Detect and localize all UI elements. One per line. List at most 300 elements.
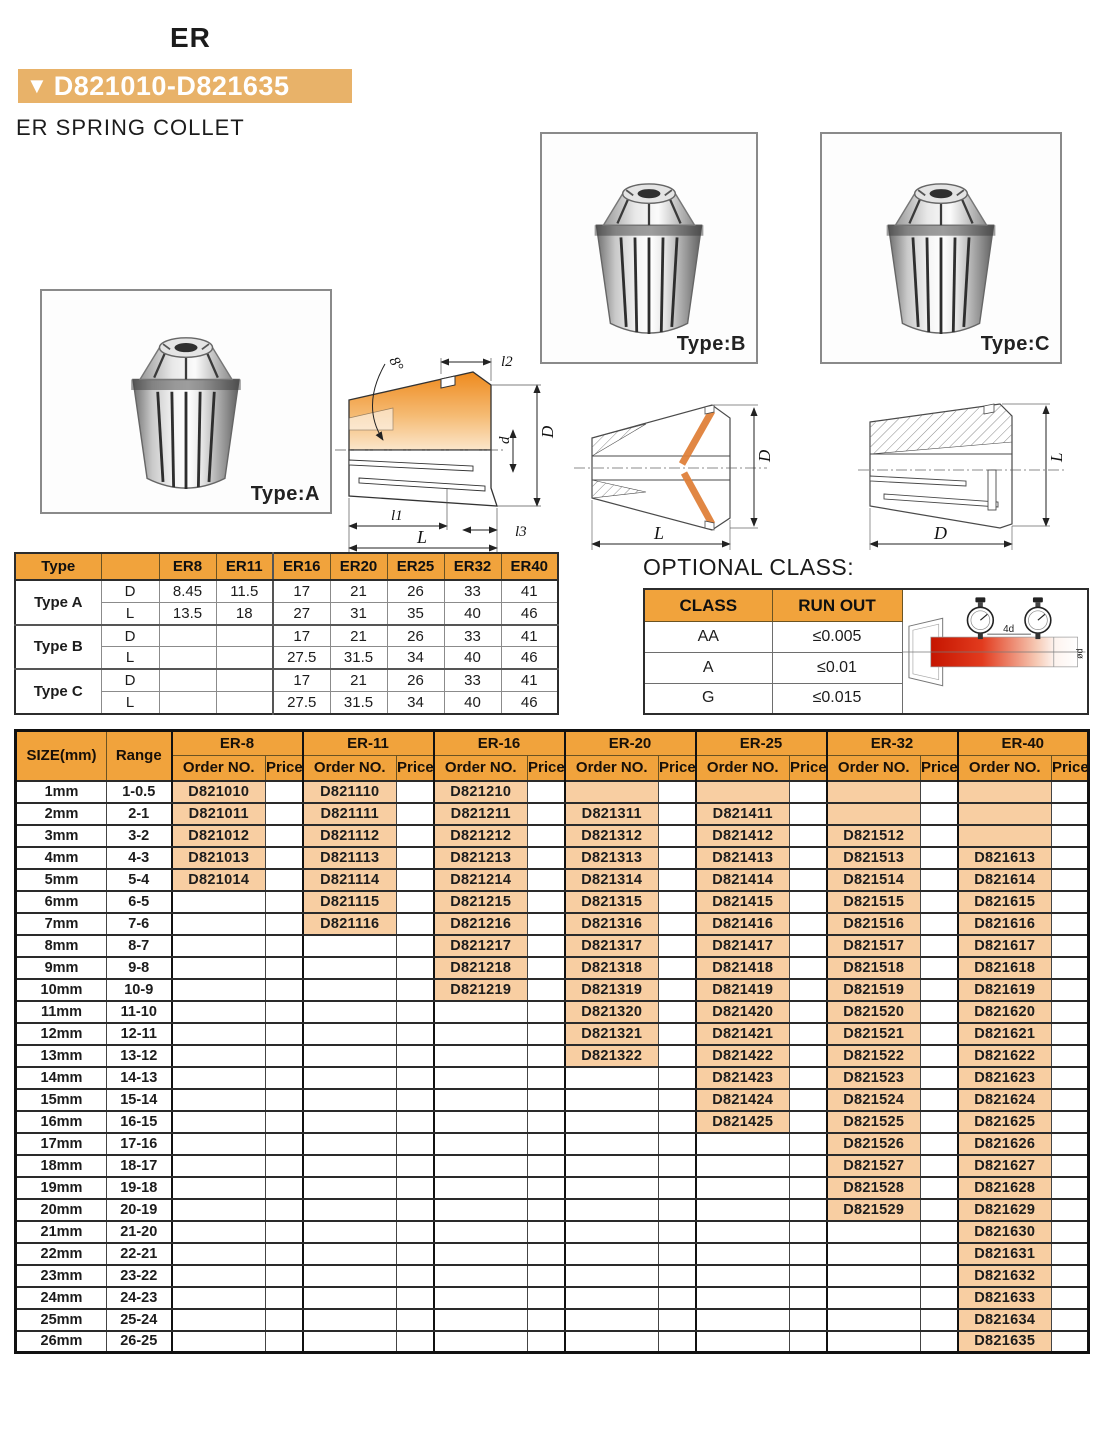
order-cell: D821514 (827, 869, 921, 891)
range-cell: 26-25 (107, 1331, 172, 1353)
dim-value-cell: 46 (501, 692, 558, 714)
price-cell (528, 935, 565, 957)
range-cell: 7-6 (107, 913, 172, 935)
order-no-header: Order NO. (827, 756, 921, 781)
order-cell: D821212 (434, 825, 528, 847)
price-cell (266, 847, 303, 869)
order-cell (172, 1221, 266, 1243)
runout-header: RUN OUT (772, 589, 902, 622)
price-cell (1052, 803, 1089, 825)
price-cell (266, 935, 303, 957)
order-cell (827, 1287, 921, 1309)
dim-type-cell: Type A (15, 580, 101, 625)
order-cell (172, 979, 266, 1001)
order-cell (434, 1265, 528, 1287)
price-cell (921, 1067, 958, 1089)
order-cell: D821625 (958, 1111, 1052, 1133)
order-cell: D821635 (958, 1331, 1052, 1353)
table-row (16, 869, 1089, 891)
order-cell (434, 1155, 528, 1177)
price-cell (528, 781, 565, 803)
order-cell (434, 1067, 528, 1089)
order-cell (172, 1089, 266, 1111)
order-cell: D821517 (827, 935, 921, 957)
order-cell (172, 1243, 266, 1265)
range-cell: 3-2 (107, 825, 172, 847)
order-cell (303, 1331, 397, 1353)
price-cell (266, 1177, 303, 1199)
order-cell: D821630 (958, 1221, 1052, 1243)
price-cell (921, 979, 958, 1001)
price-cell (528, 957, 565, 979)
order-cell: D821623 (958, 1067, 1052, 1089)
dial-indicator-icon (967, 597, 993, 639)
price-header: Price (528, 756, 565, 781)
order-cell: D821527 (827, 1155, 921, 1177)
order-cell (696, 781, 790, 803)
price-cell (266, 1309, 303, 1331)
table-row (16, 1111, 1089, 1133)
price-cell (1052, 1111, 1089, 1133)
price-cell (397, 913, 434, 935)
order-cell (565, 1199, 659, 1221)
dim-l1-label: l1 (391, 508, 403, 524)
figure-area (0, 22, 1097, 578)
price-cell (266, 1089, 303, 1111)
range-cell: 9-8 (107, 957, 172, 979)
dim-value-cell (159, 625, 216, 647)
price-cell (659, 957, 696, 979)
price-cell (659, 1287, 696, 1309)
range-cell: 5-4 (107, 869, 172, 891)
order-cell (434, 1309, 528, 1331)
dim-col-header: ER32 (444, 553, 501, 580)
price-cell (790, 1177, 827, 1199)
price-cell (1052, 935, 1089, 957)
price-cell (1052, 913, 1089, 935)
price-cell (528, 1309, 565, 1331)
dim-value-cell: 8.45 (159, 580, 216, 602)
dim-label-cell: D (101, 580, 159, 602)
price-cell (1052, 1067, 1089, 1089)
price-cell (921, 825, 958, 847)
er-group-header: ER-25 (696, 731, 827, 756)
size-cell: 17mm (16, 1133, 107, 1155)
order-cell: D821524 (827, 1089, 921, 1111)
dim-col-header: ER25 (387, 553, 444, 580)
order-cell: D821616 (958, 913, 1052, 935)
price-cell (659, 803, 696, 825)
order-cell (696, 1199, 790, 1221)
dial-indicator-icon (1025, 597, 1051, 639)
runout-value: ≤0.005 (772, 622, 902, 653)
table-row (16, 1177, 1089, 1199)
order-cell: D821526 (827, 1133, 921, 1155)
order-cell: D821416 (696, 913, 790, 935)
price-cell (1052, 1133, 1089, 1155)
order-cell: D821422 (696, 1045, 790, 1067)
price-cell (790, 825, 827, 847)
order-cell (696, 1243, 790, 1265)
class-header: CLASS (644, 589, 772, 622)
order-cell: D821515 (827, 891, 921, 913)
order-cell: D821518 (827, 957, 921, 979)
order-cell: D821634 (958, 1309, 1052, 1331)
price-cell (397, 1177, 434, 1199)
order-cell: D821424 (696, 1089, 790, 1111)
dim-angle-label: 8° (385, 354, 406, 374)
price-cell (266, 1133, 303, 1155)
price-cell (528, 1287, 565, 1309)
price-cell (397, 1265, 434, 1287)
price-cell (921, 781, 958, 803)
order-cell (303, 1221, 397, 1243)
dim-value-cell (216, 647, 273, 669)
dim-value-cell: 31.5 (330, 692, 387, 714)
dim-col-header: ER8 (159, 553, 216, 580)
price-cell (397, 869, 434, 891)
size-cell: 21mm (16, 1221, 107, 1243)
order-no-header: Order NO. (696, 756, 790, 781)
order-cell (565, 1155, 659, 1177)
price-cell (790, 1265, 827, 1287)
price-cell (397, 1045, 434, 1067)
dim-col-header: ER11 (216, 553, 273, 580)
price-cell (397, 1001, 434, 1023)
size-cell: 16mm (16, 1111, 107, 1133)
order-cell: D821513 (827, 847, 921, 869)
dim-value-cell (216, 692, 273, 714)
price-cell (528, 913, 565, 935)
order-cell (565, 1133, 659, 1155)
size-cell: 22mm (16, 1243, 107, 1265)
price-cell (921, 1133, 958, 1155)
order-cell: D821629 (958, 1199, 1052, 1221)
price-header: Price (266, 756, 303, 781)
price-cell (790, 1243, 827, 1265)
order-cell: D821213 (434, 847, 528, 869)
runout-diagram (902, 589, 1088, 714)
price-cell (1052, 1089, 1089, 1111)
price-cell (397, 1133, 434, 1155)
price-cell (528, 979, 565, 1001)
order-cell: D821110 (303, 781, 397, 803)
price-cell (528, 1177, 565, 1199)
price-cell (528, 1331, 565, 1353)
price-cell (790, 869, 827, 891)
order-cell: D821011 (172, 803, 266, 825)
price-header: Price (790, 756, 827, 781)
collet-photo-type-a (40, 289, 332, 514)
order-cell (827, 1331, 921, 1353)
price-cell (1052, 1309, 1089, 1331)
price-header: Price (921, 756, 958, 781)
range-cell: 15-14 (107, 1089, 172, 1111)
order-cell: D821618 (958, 957, 1052, 979)
photo-label: Type:B (676, 333, 746, 355)
order-cell (303, 1243, 397, 1265)
price-cell (266, 1155, 303, 1177)
dim-value-cell: 33 (444, 669, 501, 691)
price-cell (397, 1067, 434, 1089)
price-cell (790, 891, 827, 913)
order-cell: D821520 (827, 1001, 921, 1023)
price-header: Price (659, 756, 696, 781)
order-cell (827, 1221, 921, 1243)
range-header: Range (107, 731, 172, 781)
dim-label-cell: D (101, 625, 159, 647)
range-cell: 14-13 (107, 1067, 172, 1089)
price-cell (397, 1111, 434, 1133)
size-header: SIZE(mm) (16, 731, 107, 781)
order-cell (565, 1067, 659, 1089)
order-cell: D821519 (827, 979, 921, 1001)
price-cell (1052, 1265, 1089, 1287)
price-cell (528, 1199, 565, 1221)
order-cell: D821014 (172, 869, 266, 891)
range-cell: 2-1 (107, 803, 172, 825)
price-cell (397, 825, 434, 847)
order-cell (172, 1265, 266, 1287)
price-cell (266, 869, 303, 891)
order-cell (958, 825, 1052, 847)
range-cell: 19-18 (107, 1177, 172, 1199)
order-cell: D821619 (958, 979, 1052, 1001)
order-cell (172, 891, 266, 913)
price-cell (397, 1199, 434, 1221)
order-cell: D821320 (565, 1001, 659, 1023)
price-cell (790, 847, 827, 869)
dim-value-cell: 40 (444, 692, 501, 714)
dim-L-label: L (417, 527, 428, 547)
price-header: Price (397, 756, 434, 781)
price-cell (266, 979, 303, 1001)
price-cell (790, 957, 827, 979)
dim-value-cell: 27 (273, 602, 330, 624)
range-cell: 25-24 (107, 1309, 172, 1331)
price-cell (397, 1287, 434, 1309)
dim-value-cell: 17 (273, 625, 330, 647)
order-cell: D821417 (696, 935, 790, 957)
order-cell: D821425 (696, 1111, 790, 1133)
dim-value-cell: 33 (444, 580, 501, 602)
price-cell (266, 1199, 303, 1221)
order-cell: D821313 (565, 847, 659, 869)
price-header: Price (1052, 756, 1089, 781)
size-cell: 9mm (16, 957, 107, 979)
price-cell (659, 1221, 696, 1243)
order-cell (434, 1199, 528, 1221)
price-cell (921, 957, 958, 979)
price-cell (1052, 1023, 1089, 1045)
order-cell: D821621 (958, 1023, 1052, 1045)
order-cell: D821012 (172, 825, 266, 847)
price-cell (528, 1089, 565, 1111)
order-cell: D821113 (303, 847, 397, 869)
dim-value-cell: 21 (330, 625, 387, 647)
dim-label-cell: L (101, 602, 159, 624)
table-row (16, 935, 1089, 957)
price-cell (659, 913, 696, 935)
order-cell (172, 1155, 266, 1177)
order-cell (172, 1023, 266, 1045)
price-cell (659, 869, 696, 891)
price-cell (921, 891, 958, 913)
price-cell (266, 891, 303, 913)
price-cell (266, 825, 303, 847)
order-cell: D821631 (958, 1243, 1052, 1265)
price-cell (528, 1155, 565, 1177)
order-cell (434, 1045, 528, 1067)
order-cell (565, 1265, 659, 1287)
order-cell: D821627 (958, 1155, 1052, 1177)
table-row (16, 1243, 1089, 1265)
dim-value-cell (216, 669, 273, 691)
range-cell: 4-3 (107, 847, 172, 869)
order-cell: D821010 (172, 781, 266, 803)
order-cell: D821112 (303, 825, 397, 847)
price-cell (397, 803, 434, 825)
price-cell (790, 1133, 827, 1155)
price-cell (921, 1221, 958, 1243)
er-group-header: ER-20 (565, 731, 696, 756)
er-group-header: ER-40 (958, 731, 1089, 756)
table-row (16, 781, 1089, 803)
price-cell (790, 1221, 827, 1243)
price-cell (1052, 1243, 1089, 1265)
price-cell (790, 935, 827, 957)
table-row (16, 1023, 1089, 1045)
order-cell (303, 935, 397, 957)
order-cell: D821316 (565, 913, 659, 935)
order-cell: D821411 (696, 803, 790, 825)
order-cell: D821311 (565, 803, 659, 825)
dim-value-cell: 46 (501, 647, 558, 669)
size-cell: 20mm (16, 1199, 107, 1221)
price-cell (266, 781, 303, 803)
dim-l3-label: l3 (515, 524, 527, 540)
order-cell: D821413 (696, 847, 790, 869)
order-cell (434, 1089, 528, 1111)
table-row (16, 847, 1089, 869)
price-cell (921, 803, 958, 825)
price-cell (659, 891, 696, 913)
order-cell (696, 1309, 790, 1331)
order-cell: D821115 (303, 891, 397, 913)
order-cell (696, 1133, 790, 1155)
order-cell (565, 1177, 659, 1199)
order-cell: D821633 (958, 1287, 1052, 1309)
order-cell (172, 957, 266, 979)
range-cell: 21-20 (107, 1221, 172, 1243)
price-cell (790, 1199, 827, 1221)
size-cell: 3mm (16, 825, 107, 847)
table-row (16, 1001, 1089, 1023)
price-cell (921, 1243, 958, 1265)
order-cell (303, 1067, 397, 1089)
order-cell: D821414 (696, 869, 790, 891)
order-cell (303, 1133, 397, 1155)
order-cell (303, 1089, 397, 1111)
order-cell (827, 1243, 921, 1265)
price-cell (266, 1221, 303, 1243)
range-cell: 12-11 (107, 1023, 172, 1045)
order-cell: D821218 (434, 957, 528, 979)
dim-value-cell (159, 669, 216, 691)
table-row (16, 891, 1089, 913)
order-cell: D821318 (565, 957, 659, 979)
dim-value-cell: 34 (387, 692, 444, 714)
order-cell (565, 1309, 659, 1331)
order-cell: D821111 (303, 803, 397, 825)
order-no-header: Order NO. (172, 756, 266, 781)
price-cell (659, 1177, 696, 1199)
range-cell: 23-22 (107, 1265, 172, 1287)
order-cell (303, 1177, 397, 1199)
price-cell (921, 1089, 958, 1111)
order-cell (565, 1331, 659, 1353)
size-cell: 19mm (16, 1177, 107, 1199)
price-cell (266, 1023, 303, 1045)
price-cell (659, 1001, 696, 1023)
price-cell (528, 1243, 565, 1265)
price-cell (659, 1067, 696, 1089)
table-row (16, 1331, 1089, 1353)
order-cell (434, 1111, 528, 1133)
er-group-header: ER-11 (303, 731, 434, 756)
order-cell (565, 1089, 659, 1111)
size-cell: 23mm (16, 1265, 107, 1287)
dim-value-cell: 41 (501, 580, 558, 602)
order-cell: D821423 (696, 1067, 790, 1089)
size-cell: 11mm (16, 1001, 107, 1023)
dim-value-cell: 17 (273, 580, 330, 602)
price-cell (921, 1331, 958, 1353)
order-cell (434, 1023, 528, 1045)
price-cell (790, 1045, 827, 1067)
price-cell (528, 1023, 565, 1045)
table-row (16, 1045, 1089, 1067)
range-cell: 10-9 (107, 979, 172, 1001)
triangle-marker-icon: ▼ (26, 73, 48, 98)
order-cell (565, 1221, 659, 1243)
order-cell: D821210 (434, 781, 528, 803)
order-cell (172, 1331, 266, 1353)
price-cell (790, 1067, 827, 1089)
dim-value-cell: 26 (387, 580, 444, 602)
price-cell (921, 935, 958, 957)
price-cell (266, 1331, 303, 1353)
collet-image-icon (822, 134, 1060, 362)
order-cell: D821421 (696, 1023, 790, 1045)
dim-d-label: d (497, 436, 513, 444)
price-cell (266, 1045, 303, 1067)
optional-class-title: OPTIONAL CLASS: (643, 554, 855, 580)
size-cell: 4mm (16, 847, 107, 869)
dim-side-label: L (1047, 452, 1066, 462)
collet-image-icon (42, 291, 330, 512)
order-cell: D821319 (565, 979, 659, 1001)
order-cell: D821512 (827, 825, 921, 847)
order-cell: D821620 (958, 1001, 1052, 1023)
runout-value: ≤0.01 (772, 653, 902, 684)
price-cell (1052, 1331, 1089, 1353)
price-cell (528, 1111, 565, 1133)
order-cell: D821317 (565, 935, 659, 957)
dim-value-cell: 11.5 (216, 580, 273, 602)
order-cell (303, 1023, 397, 1045)
order-cell (172, 1287, 266, 1309)
